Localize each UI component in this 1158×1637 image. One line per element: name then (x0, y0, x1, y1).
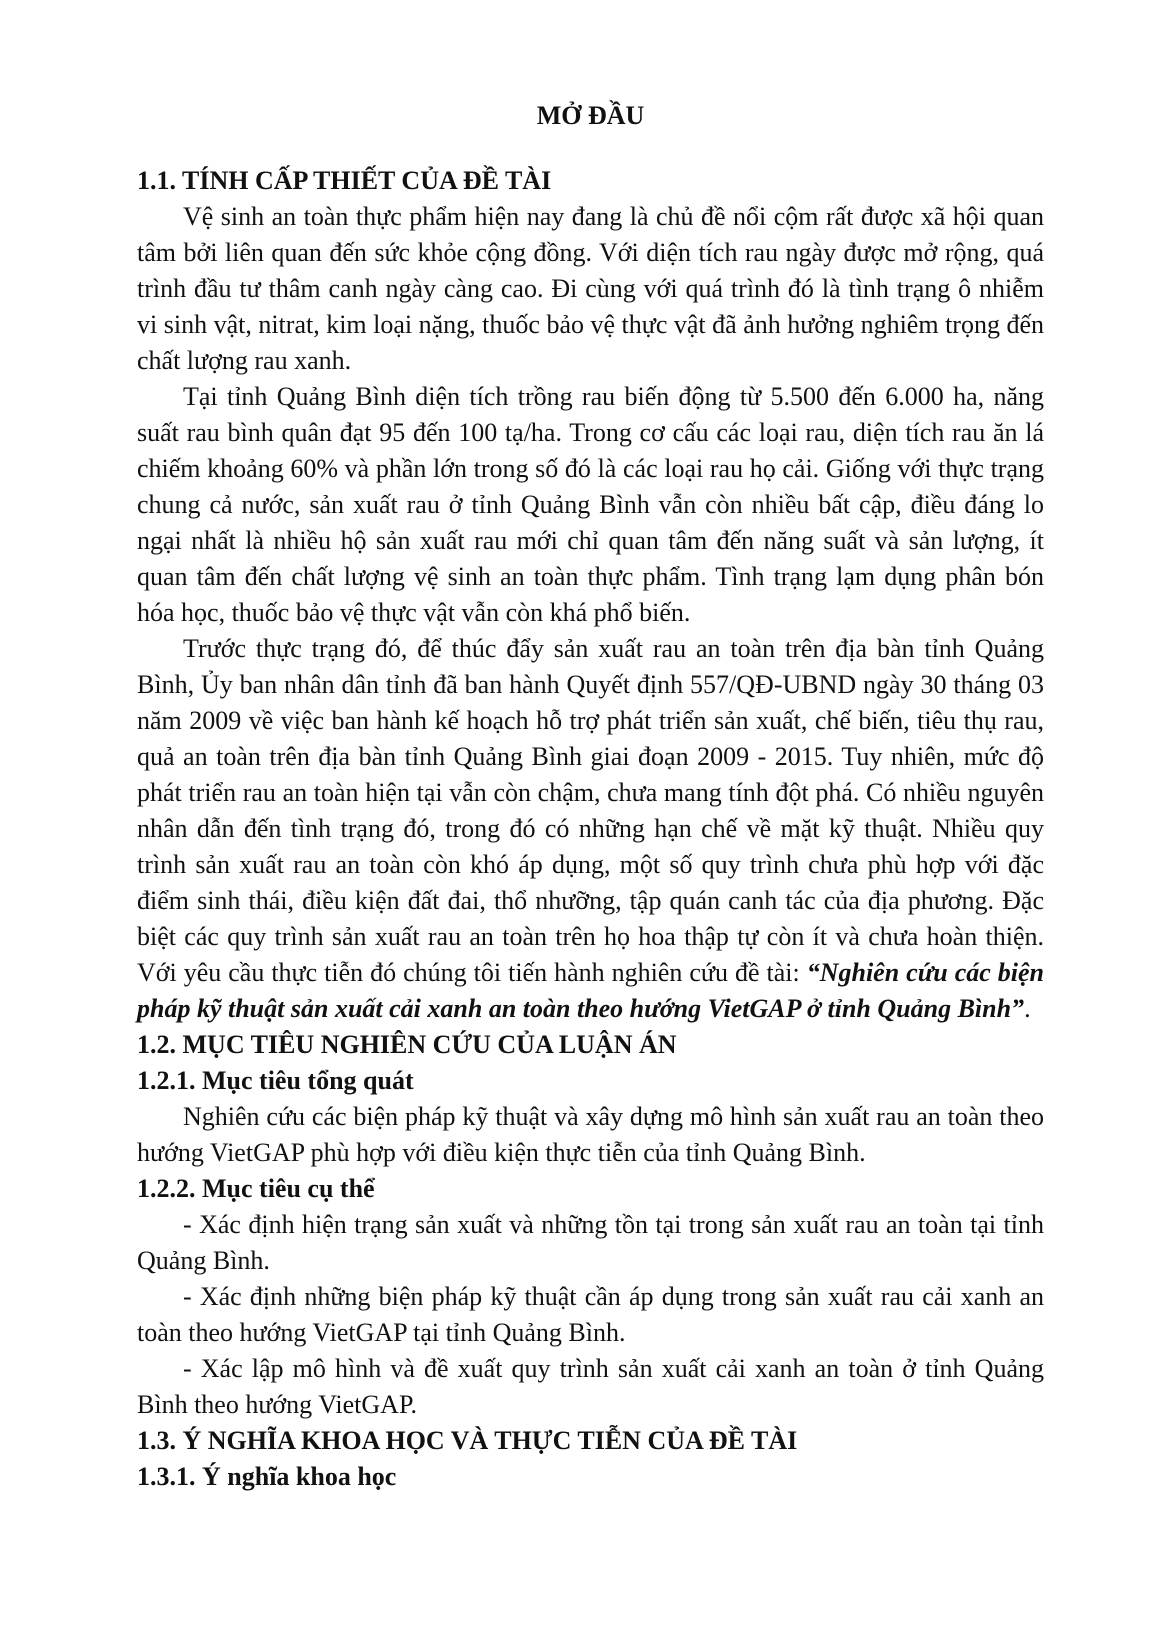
paragraph-3 (137, 631, 1044, 1027)
objective-item-3: - Xác lập mô hình và đề xuất quy trình sản xuất cải xanh an toàn ở tỉnh Quảng Bình theo hướng VietGAP. (137, 1354, 1044, 1419)
research-topic-title: “Nghiên cứu các biện pháp kỹ thuật sản xuất cải xanh an toàn theo hướng VietGAP ở tỉnh Quảng Bình” (137, 958, 1045, 1023)
document-page (137, 96, 1044, 1495)
paragraph-3-end: . (1024, 994, 1031, 1023)
paragraph-1: Vệ sinh an toàn thực phẩm hiện nay đang là chủ đề nổi cộm rất được xã hội quan tâm bởi liên quan đến sức khỏe cộng đồng. Với diện tích rau ngày được mở rộng, quá trình đầu tư thâm canh ngày càng cao. Đi cùng với quá trình đó là tình trạng ô nhiễm vi sinh vật, nitrat, kim loại nặng, thuốc bảo vệ thực vật đã ảnh hưởng nghiêm trọng đến chất lượng rau xanh. (137, 202, 1044, 375)
paragraph-general-objective: Nghiên cứu các biện pháp kỹ thuật và xây dựng mô hình sản xuất rau an toàn theo hướng VietGAP phù hợp với điều kiện thực tiễn của tỉnh Quảng Bình. (137, 1102, 1044, 1167)
section-heading-1-1: 1.1. TÍNH CẤP THIẾT CỦA ĐỀ TÀI (137, 166, 552, 195)
section-heading-1-3: 1.3. Ý NGHĨA KHOA HỌC VÀ THỰC TIỄN CỦA ĐỀ TÀI (137, 1426, 798, 1455)
objective-item-1: - Xác định hiện trạng sản xuất và những tồn tại trong sản xuất rau an toàn tại tỉnh Quảng Bình. (137, 1210, 1044, 1275)
section-heading-1-2: 1.2. MỤC TIÊU NGHIÊN CỨU CỦA LUẬN ÁN (137, 1030, 677, 1059)
paragraph-3-text: Trước thực trạng đó, để thúc đẩy sản xuất rau an toàn trên địa bàn tỉnh Quảng Bình, Ủy ban nhân dân tỉnh đã ban hành Quyết định 557/QĐ-UBND ngày 30 tháng 03 năm 2009 về việc ban hành kế hoạch hỗ trợ phát triển sản xuất, chế biến, tiêu thụ rau, quả an toàn trên địa bàn tỉnh Quảng Bình giai đoạn 2009 - 2015. Tuy nhiên, mức độ phát triển rau an toàn hiện tại vẫn còn chậm, chưa mang tính đột phá. Có nhiều nguyên nhân dẫn đến tình trạng đó, trong đó có những hạn chế về mặt kỹ thuật. Nhiều quy trình sản xuất rau an toàn còn khó áp dụng, một số quy trình chưa phù hợp với đặc điểm sinh thái, điều kiện đất đai, thổ nhưỡng, tập quán canh tác của địa phương. Đặc biệt các quy trình sản xuất rau an toàn trên họ hoa thập tự còn ít và chưa hoàn thiện. Với yêu cầu thực tiễn đó chúng tôi tiến hành nghiên cứu đề tài: (137, 634, 1044, 987)
paragraph-2: Tại tỉnh Quảng Bình diện tích trồng rau biến động từ 5.500 đến 6.000 ha, năng suất rau bình quân đạt 95 đến 100 tạ/ha. Trong cơ cấu các loại rau, diện tích rau ăn lá chiếm khoảng 60% và phần lớn trong số đó là các loại rau họ cải. Giống với thực trạng chung cả nước, sản xuất rau ở tỉnh Quảng Bình vẫn còn nhiều bất cập, điều đáng lo ngại nhất là nhiều hộ sản xuất rau mới chỉ quan tâm đến năng suất và sản lượng, ít quan tâm đến chất lượng vệ sinh an toàn thực phẩm. Tình trạng lạm dụng phân bón hóa học, thuốc bảo vệ thực vật vẫn còn khá phổ biến. (137, 382, 1044, 627)
objective-item-2: - Xác định những biện pháp kỹ thuật cần áp dụng trong sản xuất rau cải xanh an toàn theo hướng VietGAP tại tỉnh Quảng Bình. (137, 1282, 1044, 1347)
subsection-heading-1-2-1: 1.2.1. Mục tiêu tổng quát (137, 1066, 414, 1095)
page-title: MỞ ĐẦU (536, 101, 645, 130)
subsection-heading-1-3-1: 1.3.1. Ý nghĩa khoa học (137, 1462, 397, 1491)
subsection-heading-1-2-2: 1.2.2. Mục tiêu cụ thể (137, 1174, 375, 1203)
